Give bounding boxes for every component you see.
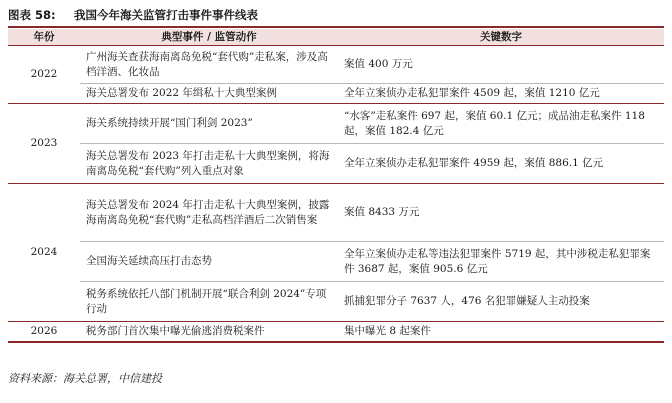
year-cell: 2023 <box>8 104 80 184</box>
numbers-cell: 全年立案侦办走私犯罪案件 4959 起，案值 886.1 亿元 <box>338 144 664 184</box>
event-cell: 广州海关查获海南离岛免税“套代购”走私案，涉及高档洋酒、化妆品 <box>80 46 338 84</box>
figure-label: 图表 58: <box>8 8 56 22</box>
header-event: 典型事件 / 监管动作 <box>80 29 338 46</box>
figure-title: 我国今年海关监管打击事件事件线表 <box>74 8 259 22</box>
event-cell: 海关总署发布 2022 年缉私十大典型案例 <box>80 84 338 104</box>
year-cell: 2024 <box>8 184 80 322</box>
table-header-row <box>8 29 664 46</box>
table-row <box>8 322 664 343</box>
numbers-cell: 全年立案侦办走私等违法犯罪案件 5719 起，其中涉税走私犯罪案件 3687 起，案值 905.6 亿元 <box>338 242 664 282</box>
event-cell: 税务部门首次集中曝光偷逃消费税案件 <box>80 322 338 343</box>
numbers-cell: 抓捕犯罪分子 7637 人，476 名犯罪嫌疑人主动投案 <box>338 282 664 322</box>
table-row <box>8 104 664 144</box>
event-cell: 海关总署发布 2024 年打击走私十大典型案例，披露海南离岛免税“套代购”走私高档洋酒后二次销售案 <box>80 184 338 242</box>
numbers-cell: 案值 400 万元 <box>338 46 664 84</box>
event-cell: 全国海关延续高压打击态势 <box>80 242 338 282</box>
table-row <box>8 242 664 282</box>
year-cell: 2022 <box>8 46 80 104</box>
table-row <box>8 144 664 184</box>
year-cell: 2026 <box>8 322 80 343</box>
event-cell: 海关总署发布 2023 年打击走私十大典型案例，将海南离岛免税“套代购”列入重点对象 <box>80 144 338 184</box>
caption-rule <box>8 26 664 28</box>
source-note: 资料来源：海关总署，中信建投 <box>8 372 162 385</box>
numbers-cell: 全年立案侦办走私犯罪案件 4509 起，案值 1210 亿元 <box>338 84 664 104</box>
numbers-cell: “水客”走私案件 697 起，案值 60.1 亿元；成品油走私案件 118 起，案值 182.4 亿元 <box>338 104 664 144</box>
event-cell: 税务系统依托八部门机制开展“联合利剑 2024”专项行动 <box>80 282 338 322</box>
numbers-cell: 集中曝光 8 起案件 <box>338 322 664 343</box>
table-row <box>8 84 664 104</box>
event-cell: 海关系统持续开展“国门利剑 2023” <box>80 104 338 144</box>
events-table <box>8 29 664 343</box>
table-row <box>8 184 664 242</box>
table-row <box>8 46 664 84</box>
table-row <box>8 282 664 322</box>
numbers-cell: 案值 8433 万元 <box>338 184 664 242</box>
figure-caption <box>8 6 664 24</box>
header-numbers: 关键数字 <box>338 29 664 46</box>
header-year: 年份 <box>8 29 80 46</box>
